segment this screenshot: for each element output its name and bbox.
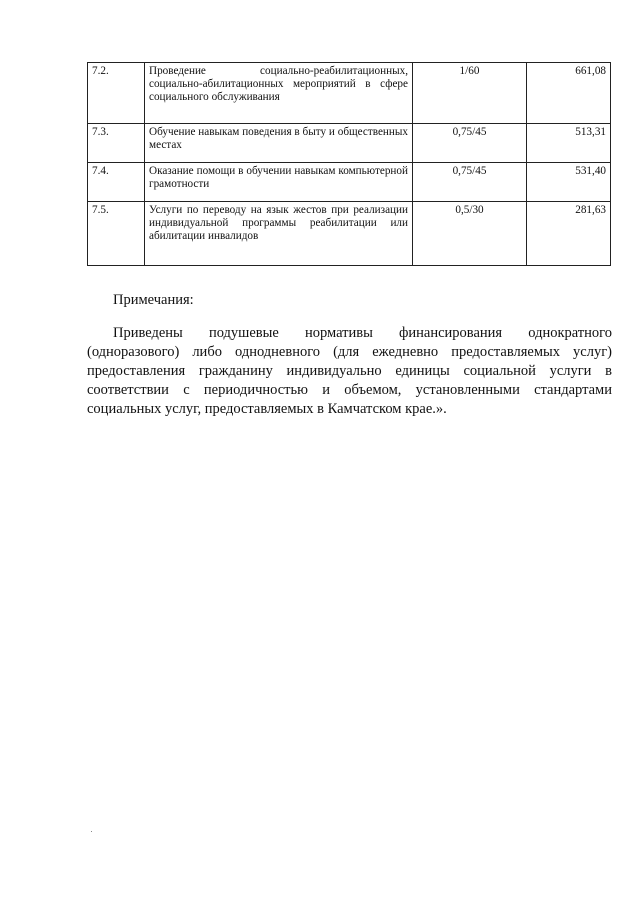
table-row [88, 124, 611, 163]
row-number: 7.3. [88, 124, 145, 163]
service-ratio: 0,5/30 [413, 202, 527, 266]
service-ratio: 0,75/45 [413, 163, 527, 202]
scan-speck [91, 831, 92, 832]
service-name: Обучение навыкам поведения в быту и общественных местах [145, 124, 413, 163]
service-cost: 281,63 [527, 202, 611, 266]
row-number: 7.2. [88, 63, 145, 124]
service-name: Проведение социально-реабилитационных, социально-абилитационных мероприятий в сфере социального обслуживания [145, 63, 413, 124]
service-ratio: 0,75/45 [413, 124, 527, 163]
notes-title: Примечания: [113, 292, 194, 308]
service-cost: 531,40 [527, 163, 611, 202]
service-cost: 661,08 [527, 63, 611, 124]
service-name: Оказание помощи в обучении навыкам компьютерной грамотности [145, 163, 413, 202]
table-row [88, 163, 611, 202]
table-row [88, 202, 611, 266]
service-name: Услуги по переводу на язык жестов при реализации индивидуальной программы реабилитации или абилитации инвалидов [145, 202, 413, 266]
row-number: 7.5. [88, 202, 145, 266]
notes-paragraph: Приведены подушевые нормативы финансирования однократного (одноразового) либо однодневного (для ежедневно предоставляемых услуг) предоставления гражданину индивидуально единицы социальной услуги в соответствии с периодичностью и объемом, установленными стандартами социальных услуг, предоставляемых в Камчатском крае.». [87, 325, 612, 417]
row-number: 7.4. [88, 163, 145, 202]
service-cost: 513,31 [527, 124, 611, 163]
table-row [88, 63, 611, 124]
service-ratio: 1/60 [413, 63, 527, 124]
financing-norms-table [87, 62, 611, 266]
